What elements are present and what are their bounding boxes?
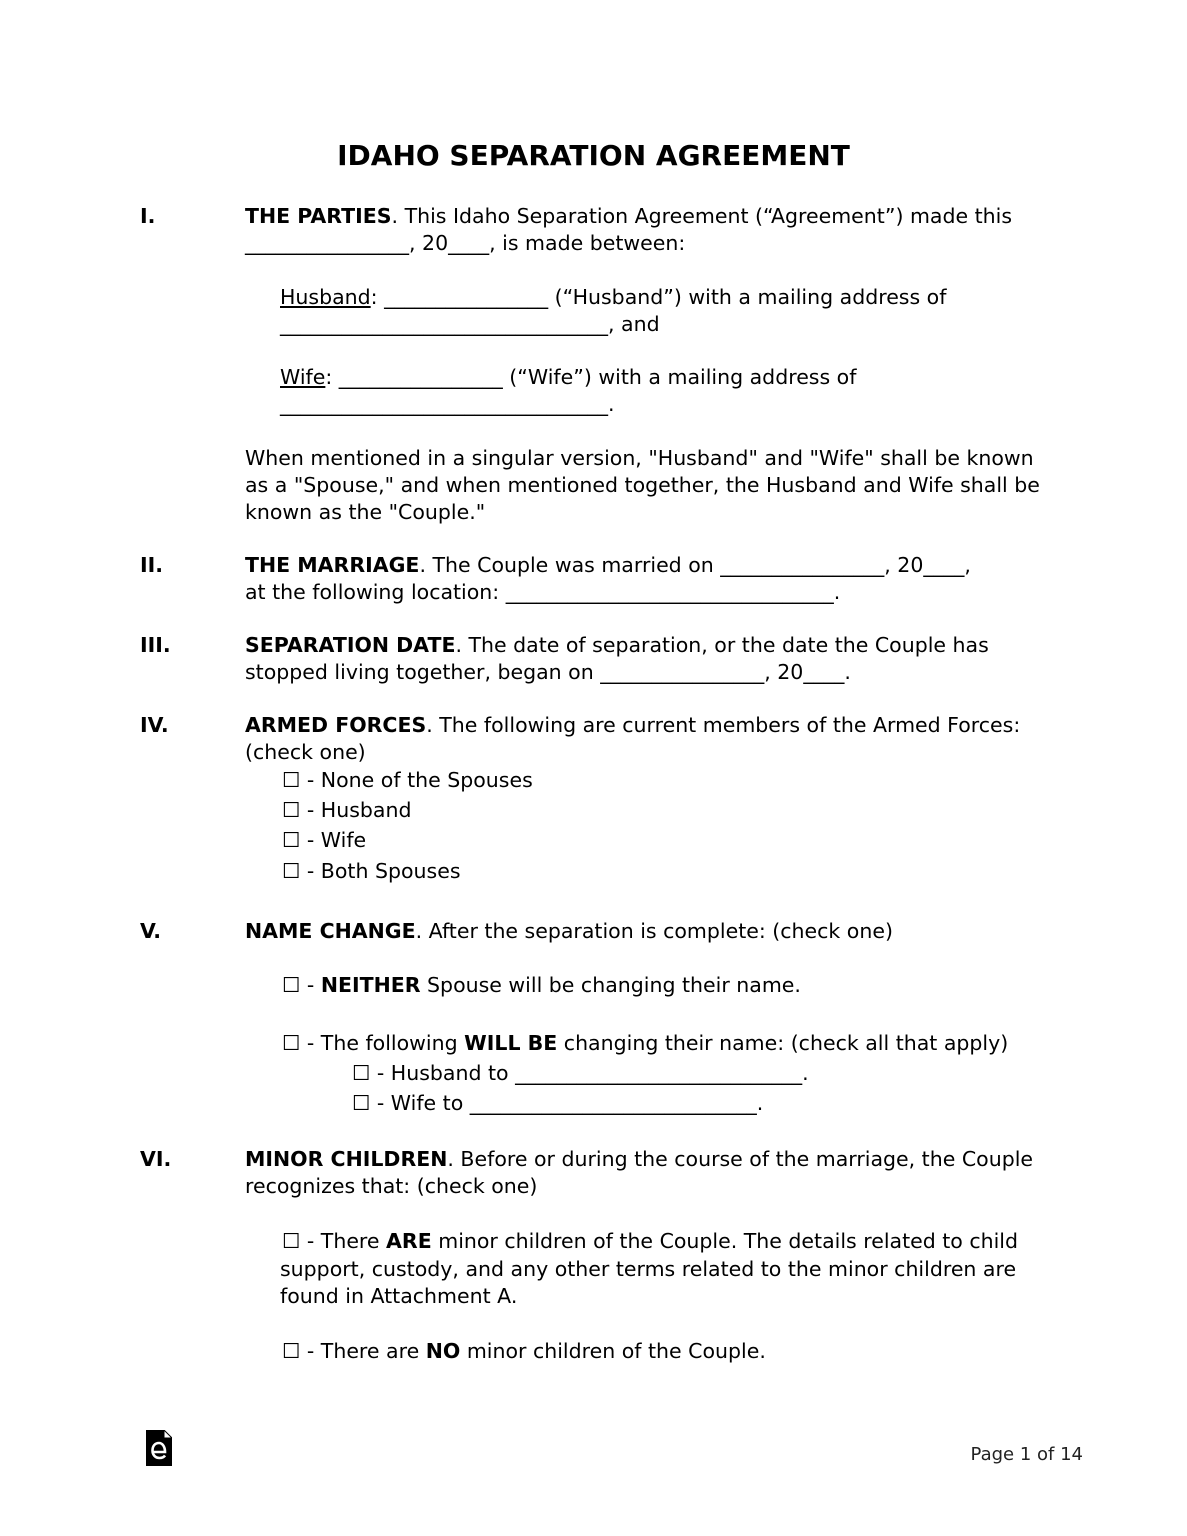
section-number: I. bbox=[140, 204, 156, 228]
paragraph-line: as a "Spouse," and when mentioned together, the Husband and Wife shall be bbox=[245, 473, 1040, 497]
section-text: NAME CHANGE. After the separation is complete: (check one) bbox=[245, 919, 893, 943]
section-text: stopped living together, began on ________________, 20____. bbox=[245, 660, 851, 684]
wife-address-line: ________________________________. bbox=[280, 392, 615, 416]
section-heading: THE MARRIAGE bbox=[245, 553, 420, 577]
husband-address-line: ________________________________, and bbox=[280, 312, 660, 336]
checkbox-option-husband[interactable]: ☐ - Husband bbox=[282, 798, 412, 822]
section-heading: MINOR CHILDREN bbox=[245, 1147, 448, 1171]
page-title: IDAHO SEPARATION AGREEMENT bbox=[337, 139, 850, 172]
page-number: Page 1 of 14 bbox=[970, 1444, 1083, 1465]
paragraph-line: known as the "Couple." bbox=[245, 500, 486, 524]
checkbox-option-none[interactable]: ☐ - None of the Spouses bbox=[282, 768, 533, 792]
section-number: VI. bbox=[140, 1147, 172, 1171]
section-text: (check one) bbox=[245, 740, 366, 764]
section-text: at the following location: ________________________________. bbox=[245, 580, 841, 604]
husband-label: Husband bbox=[280, 285, 371, 309]
checkbox-husband-to[interactable]: ☐ - Husband to ____________________________. bbox=[352, 1061, 809, 1085]
section-heading: NAME CHANGE bbox=[245, 919, 416, 943]
checkbox-option-both[interactable]: ☐ - Both Spouses bbox=[282, 859, 461, 883]
husband-line: Husband: ________________ (“Husband”) with a mailing address of bbox=[280, 285, 947, 309]
section-heading: SEPARATION DATE bbox=[245, 633, 456, 657]
etemplates-logo-icon bbox=[146, 1430, 172, 1466]
checkbox-option-are-children[interactable]: ☐ - There ARE minor children of the Couple. The details related to child bbox=[282, 1229, 1019, 1253]
checkbox-option-neither[interactable]: ☐ - NEITHER Spouse will be changing their name. bbox=[282, 973, 801, 997]
section-text: THE PARTIES. This Idaho Separation Agreement (“Agreement”) made this bbox=[245, 204, 1013, 228]
checkbox-wife-to[interactable]: ☐ - Wife to ____________________________. bbox=[352, 1091, 764, 1115]
section-text: ________________, 20____, is made between: bbox=[245, 231, 686, 255]
section-number: IV. bbox=[140, 713, 169, 737]
checkbox-option-no-children[interactable]: ☐ - There are NO minor children of the Couple. bbox=[282, 1339, 766, 1363]
checkbox-option-will-be[interactable]: ☐ - The following WILL BE changing their name: (check all that apply) bbox=[282, 1031, 1009, 1055]
wife-line: Wife: ________________ (“Wife”) with a mailing address of bbox=[280, 365, 857, 389]
wife-label: Wife bbox=[280, 365, 326, 389]
paragraph-line: support, custody, and any other terms related to the minor children are bbox=[280, 1257, 1017, 1281]
paragraph-line: When mentioned in a singular version, "Husband" and "Wife" shall be known bbox=[245, 446, 1034, 470]
paragraph-line: found in Attachment A. bbox=[280, 1284, 518, 1308]
section-text: THE MARRIAGE. The Couple was married on ________________, 20____, bbox=[245, 553, 971, 577]
section-number: II. bbox=[140, 553, 164, 577]
section-heading: THE PARTIES bbox=[245, 204, 392, 228]
section-text: SEPARATION DATE. The date of separation, or the date the Couple has bbox=[245, 633, 989, 657]
section-text: ARMED FORCES. The following are current members of the Armed Forces: bbox=[245, 713, 1021, 737]
section-text: MINOR CHILDREN. Before or during the course of the marriage, the Couple bbox=[245, 1147, 1034, 1171]
section-number: V. bbox=[140, 919, 162, 943]
section-text: recognizes that: (check one) bbox=[245, 1174, 538, 1198]
checkbox-option-wife[interactable]: ☐ - Wife bbox=[282, 828, 367, 852]
section-number: III. bbox=[140, 633, 171, 657]
section-heading: ARMED FORCES bbox=[245, 713, 427, 737]
